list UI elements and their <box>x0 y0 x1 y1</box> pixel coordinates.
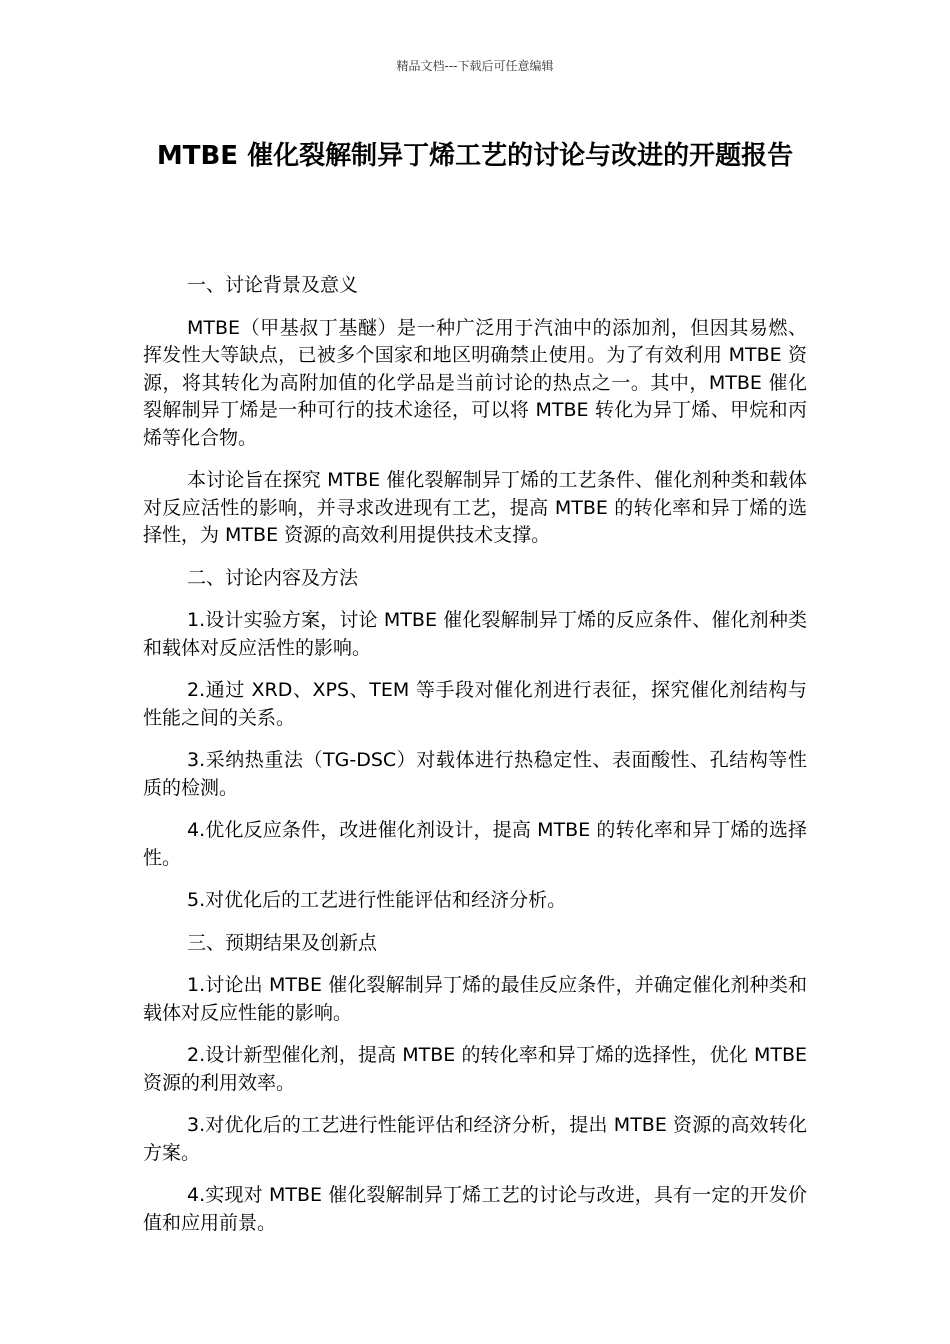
results-item-2: 2.设计新型催化剂，提高 MTBE 的转化率和异丁烯的选择性，优化 MTBE 资源的利用效率。 <box>143 1044 807 1094</box>
section-heading-background: 一、讨论背景及意义 <box>187 274 359 296</box>
results-item-1: 1.讨论出 MTBE 催化裂解制异丁烯的最佳反应条件，并确定催化剂种类和载体对反应性能的影响。 <box>143 974 807 1024</box>
header-note: 精品文档---下载后可任意编辑 <box>396 59 554 73</box>
section-heading-expected-results: 三、预期结果及创新点 <box>187 931 378 954</box>
paragraph-background-2: 本讨论旨在探究 MTBE 催化裂解制异丁烯的工艺条件、催化剂种类和载体对反应活性的影响，并寻求改进现有工艺，提高 MTBE 的转化率和异丁烯的选择性，为 MTBE 资源的高效利用提供技术支撑。 <box>143 469 807 546</box>
results-item-3: 3.对优化后的工艺进行性能评估和经济分析，提出 MTBE 资源的高效转化方案。 <box>143 1114 807 1164</box>
section-heading-content-methods: 二、讨论内容及方法 <box>187 566 359 589</box>
methods-item-1: 1.设计实验方案，讨论 MTBE 催化裂解制异丁烯的反应条件、催化剂种类和载体对反应活性的影响。 <box>143 609 807 659</box>
methods-item-3: 3.采纳热重法（TG-DSC）对载体进行热稳定性、表面酸性、孔结构等性质的检测。 <box>143 749 807 799</box>
document-body <box>143 272 807 1252</box>
methods-item-2: 2.通过 XRD、XPS、TEM 等手段对催化剂进行表征，探究催化剂结构与性能之间的关系。 <box>143 679 807 729</box>
results-item-4: 4.实现对 MTBE 催化裂解制异丁烯工艺的讨论与改进，具有一定的开发价值和应用前景。 <box>143 1184 807 1234</box>
paragraph-background-1: MTBE（甲基叔丁基醚）是一种广泛用于汽油中的添加剂，但因其易燃、挥发性大等缺点，已被多个国家和地区明确禁止使用。为了有效利用 MTBE 资源，将其转化为高附加值的化学品是当前讨论的热点之一。其中，MTBE 催化裂解制异丁烯是一种可行的技术途径，可以将 MTBE 转化为异丁烯、甲烷和丙烯等化合物。 <box>143 316 807 449</box>
document-title: MTBE 催化裂解制异丁烯工艺的讨论与改进的开题报告 <box>156 141 794 171</box>
methods-item-4: 4.优化反应条件，改进催化剂设计，提高 MTBE 的转化率和异丁烯的选择性。 <box>143 819 807 869</box>
methods-item-5: 5.对优化后的工艺进行性能评估和经济分析。 <box>187 889 567 911</box>
